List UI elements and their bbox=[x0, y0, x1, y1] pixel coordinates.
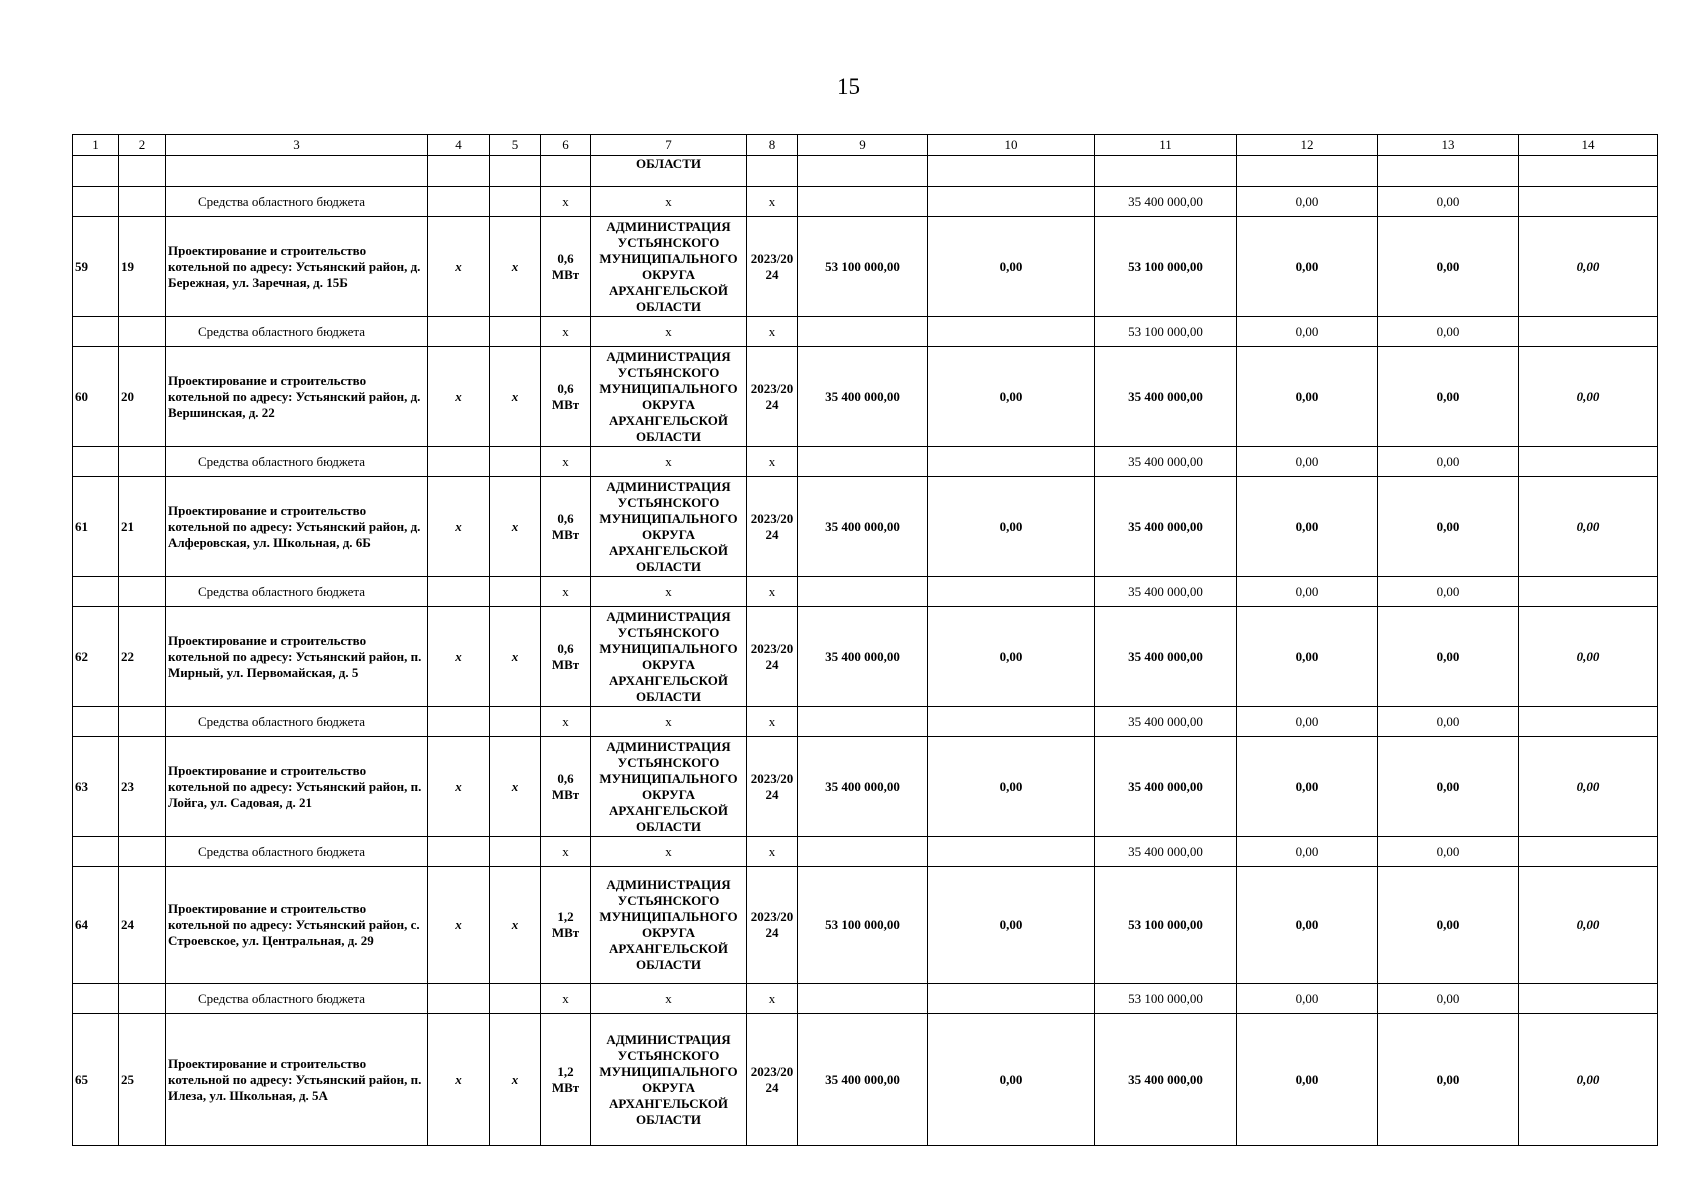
cell-col14: 0,00 bbox=[1519, 867, 1658, 984]
organization-cell: ОБЛАСТИ bbox=[591, 156, 747, 187]
budget-source-label: Средства областного бюджета bbox=[166, 317, 428, 347]
cell-col5: х bbox=[490, 477, 541, 577]
budget-source-row bbox=[73, 984, 1658, 1014]
organization-cell: АДМИНИСТРАЦИЯ УСТЬЯНСКОГО МУНИЦИПАЛЬНОГО ОКРУГА АРХАНГЕЛЬСКОЙ ОБЛАСТИ bbox=[591, 737, 747, 837]
row-subnumber: 25 bbox=[119, 1014, 166, 1146]
cell-col12: 0,00 bbox=[1237, 347, 1378, 447]
column-header: 7 bbox=[591, 135, 747, 156]
budget-source-label: Средства областного бюджета bbox=[166, 187, 428, 217]
cell-col9: 35 400 000,00 bbox=[798, 477, 928, 577]
organization-cell: АДМИНИСТРАЦИЯ УСТЬЯНСКОГО МУНИЦИПАЛЬНОГО ОКРУГА АРХАНГЕЛЬСКОЙ ОБЛАСТИ bbox=[591, 607, 747, 707]
cell-col12: 0,00 bbox=[1237, 447, 1378, 477]
cell-col6: х bbox=[541, 707, 591, 737]
cell-col10: 0,00 bbox=[928, 737, 1095, 837]
cell-col4: х bbox=[428, 217, 490, 317]
cell-col12: 0,00 bbox=[1237, 984, 1378, 1014]
continuation-row bbox=[73, 156, 1658, 187]
cell-col7: х bbox=[591, 984, 747, 1014]
organization-cell: АДМИНИСТРАЦИЯ УСТЬЯНСКОГО МУНИЦИПАЛЬНОГО ОКРУГА АРХАНГЕЛЬСКОЙ ОБЛАСТИ bbox=[591, 867, 747, 984]
column-header: 1 bbox=[73, 135, 119, 156]
cell-col6: х bbox=[541, 317, 591, 347]
cell-col13: 0,00 bbox=[1378, 577, 1519, 607]
page-number: 15 bbox=[837, 74, 860, 99]
budget-source-row bbox=[73, 317, 1658, 347]
table-row bbox=[73, 607, 1658, 707]
capacity-cell: 0,6 МВт bbox=[541, 737, 591, 837]
cell-col11: 53 100 000,00 bbox=[1095, 867, 1237, 984]
cell-col11: 35 400 000,00 bbox=[1095, 737, 1237, 837]
row-number: 59 bbox=[73, 217, 119, 317]
cell-col13: 0,00 bbox=[1378, 984, 1519, 1014]
organization-cell: АДМИНИСТРАЦИЯ УСТЬЯНСКОГО МУНИЦИПАЛЬНОГО ОКРУГА АРХАНГЕЛЬСКОЙ ОБЛАСТИ bbox=[591, 217, 747, 317]
row-number: 65 bbox=[73, 1014, 119, 1146]
cell-col9: 53 100 000,00 bbox=[798, 867, 928, 984]
budget-source-label: Средства областного бюджета bbox=[166, 837, 428, 867]
cell-col10: 0,00 bbox=[928, 867, 1095, 984]
column-header: 3 bbox=[166, 135, 428, 156]
cell-col12: 0,00 bbox=[1237, 187, 1378, 217]
cell-col8: х bbox=[747, 707, 798, 737]
column-header: 5 bbox=[490, 135, 541, 156]
table-row bbox=[73, 477, 1658, 577]
capacity-cell: 0,6 МВт bbox=[541, 607, 591, 707]
cell-col10: 0,00 bbox=[928, 217, 1095, 317]
row-subnumber: 22 bbox=[119, 607, 166, 707]
cell-col13: 0,00 bbox=[1378, 187, 1519, 217]
cell-col4: х bbox=[428, 867, 490, 984]
capacity-cell: 0,6 МВт bbox=[541, 347, 591, 447]
cell-col6: х bbox=[541, 447, 591, 477]
cell-col4: х bbox=[428, 1014, 490, 1146]
project-name: Проектирование и строительство котельной по адресу: Устьянский район, д. Вершинская, д. 22 bbox=[166, 347, 428, 447]
cell-col7: х bbox=[591, 837, 747, 867]
row-subnumber: 21 bbox=[119, 477, 166, 577]
period-cell: 2023/20 24 bbox=[747, 737, 798, 837]
row-number: 64 bbox=[73, 867, 119, 984]
cell-col9: 53 100 000,00 bbox=[798, 217, 928, 317]
cell-col9: 35 400 000,00 bbox=[798, 1014, 928, 1146]
cell-col13: 0,00 bbox=[1378, 1014, 1519, 1146]
period-cell: 2023/20 24 bbox=[747, 477, 798, 577]
project-name: Проектирование и строительство котельной по адресу: Устьянский район, д. Алферовская, ул. Школьная, д. 6Б bbox=[166, 477, 428, 577]
cell-col8: х bbox=[747, 447, 798, 477]
table-row bbox=[73, 217, 1658, 317]
cell-col11: 53 100 000,00 bbox=[1095, 217, 1237, 317]
cell-col13: 0,00 bbox=[1378, 317, 1519, 347]
cell-col10: 0,00 bbox=[928, 347, 1095, 447]
cell-col7: х bbox=[591, 577, 747, 607]
cell-col11: 35 400 000,00 bbox=[1095, 187, 1237, 217]
budget-source-label: Средства областного бюджета bbox=[166, 577, 428, 607]
cell-col11: 35 400 000,00 bbox=[1095, 577, 1237, 607]
period-cell: 2023/20 24 bbox=[747, 867, 798, 984]
cell-col5: х bbox=[490, 217, 541, 317]
project-name: Проектирование и строительство котельной по адресу: Устьянский район, п. Лойга, ул. Садовая, д. 21 bbox=[166, 737, 428, 837]
capacity-cell: 1,2 МВт bbox=[541, 867, 591, 984]
project-name: Проектирование и строительство котельной по адресу: Устьянский район, п. Илеза, ул. Школьная, д. 5А bbox=[166, 1014, 428, 1146]
table-row bbox=[73, 347, 1658, 447]
capacity-cell: 1,2 МВт bbox=[541, 1014, 591, 1146]
cell-col8: х bbox=[747, 577, 798, 607]
cell-col13: 0,00 bbox=[1378, 707, 1519, 737]
cell-col12: 0,00 bbox=[1237, 317, 1378, 347]
row-number: 62 bbox=[73, 607, 119, 707]
budget-table bbox=[72, 134, 1658, 1146]
cell-col9: 35 400 000,00 bbox=[798, 737, 928, 837]
project-name: Проектирование и строительство котельной по адресу: Устьянский район, д. Бережная, ул. Заречная, д. 15Б bbox=[166, 217, 428, 317]
cell-col13: 0,00 bbox=[1378, 837, 1519, 867]
cell-col11: 35 400 000,00 bbox=[1095, 707, 1237, 737]
cell-col13: 0,00 bbox=[1378, 607, 1519, 707]
cell-col6: х bbox=[541, 187, 591, 217]
column-header: 9 bbox=[798, 135, 928, 156]
cell-col7: х bbox=[591, 187, 747, 217]
cell-col12: 0,00 bbox=[1237, 707, 1378, 737]
column-header: 2 bbox=[119, 135, 166, 156]
period-cell: 2023/20 24 bbox=[747, 607, 798, 707]
organization-cell: АДМИНИСТРАЦИЯ УСТЬЯНСКОГО МУНИЦИПАЛЬНОГО ОКРУГА АРХАНГЕЛЬСКОЙ ОБЛАСТИ bbox=[591, 1014, 747, 1146]
cell-col6: х bbox=[541, 984, 591, 1014]
cell-col12: 0,00 bbox=[1237, 837, 1378, 867]
cell-col10: 0,00 bbox=[928, 477, 1095, 577]
cell-col9: 35 400 000,00 bbox=[798, 607, 928, 707]
budget-source-row bbox=[73, 707, 1658, 737]
table-row bbox=[73, 1014, 1658, 1146]
budget-source-row bbox=[73, 187, 1658, 217]
cell-col4: х bbox=[428, 347, 490, 447]
cell-col8: х bbox=[747, 837, 798, 867]
cell-col8: х bbox=[747, 317, 798, 347]
cell-col13: 0,00 bbox=[1378, 477, 1519, 577]
cell-col7: х bbox=[591, 447, 747, 477]
period-cell: 2023/20 24 bbox=[747, 217, 798, 317]
row-number: 63 bbox=[73, 737, 119, 837]
cell-col11: 35 400 000,00 bbox=[1095, 1014, 1237, 1146]
column-header: 4 bbox=[428, 135, 490, 156]
table-row bbox=[73, 737, 1658, 837]
cell-col5: х bbox=[490, 607, 541, 707]
table-row bbox=[73, 867, 1658, 984]
cell-col7: х bbox=[591, 707, 747, 737]
budget-source-label: Средства областного бюджета bbox=[166, 707, 428, 737]
cell-col12: 0,00 bbox=[1237, 607, 1378, 707]
cell-col11: 35 400 000,00 bbox=[1095, 447, 1237, 477]
cell-col11: 35 400 000,00 bbox=[1095, 837, 1237, 867]
cell-col4: х bbox=[428, 477, 490, 577]
cell-col13: 0,00 bbox=[1378, 347, 1519, 447]
cell-col5: х bbox=[490, 1014, 541, 1146]
capacity-cell: 0,6 МВт bbox=[541, 217, 591, 317]
cell-col11: 35 400 000,00 bbox=[1095, 477, 1237, 577]
row-number: 60 bbox=[73, 347, 119, 447]
budget-source-label: Средства областного бюджета bbox=[166, 984, 428, 1014]
project-name: Проектирование и строительство котельной по адресу: Устьянский район, с. Строевское, ул. Центральная, д. 29 bbox=[166, 867, 428, 984]
cell-col11: 35 400 000,00 bbox=[1095, 347, 1237, 447]
column-header: 13 bbox=[1378, 135, 1519, 156]
organization-cell: АДМИНИСТРАЦИЯ УСТЬЯНСКОГО МУНИЦИПАЛЬНОГО ОКРУГА АРХАНГЕЛЬСКОЙ ОБЛАСТИ bbox=[591, 347, 747, 447]
cell-col5: х bbox=[490, 737, 541, 837]
row-subnumber: 20 bbox=[119, 347, 166, 447]
budget-source-row bbox=[73, 577, 1658, 607]
cell-col10: 0,00 bbox=[928, 607, 1095, 707]
project-name: Проектирование и строительство котельной по адресу: Устьянский район, п. Мирный, ул. Первомайская, д. 5 bbox=[166, 607, 428, 707]
header-row bbox=[73, 135, 1658, 156]
column-header: 10 bbox=[928, 135, 1095, 156]
cell-col14: 0,00 bbox=[1519, 347, 1658, 447]
cell-col12: 0,00 bbox=[1237, 867, 1378, 984]
budget-source-row bbox=[73, 837, 1658, 867]
cell-col4: х bbox=[428, 607, 490, 707]
cell-col13: 0,00 bbox=[1378, 217, 1519, 317]
cell-col11: 53 100 000,00 bbox=[1095, 984, 1237, 1014]
cell-col9: 35 400 000,00 bbox=[798, 347, 928, 447]
cell-col8: х bbox=[747, 984, 798, 1014]
row-subnumber: 19 bbox=[119, 217, 166, 317]
budget-source-label: Средства областного бюджета bbox=[166, 447, 428, 477]
cell-col13: 0,00 bbox=[1378, 737, 1519, 837]
column-header: 12 bbox=[1237, 135, 1378, 156]
row-number: 61 bbox=[73, 477, 119, 577]
column-header: 14 bbox=[1519, 135, 1658, 156]
cell-col5: х bbox=[490, 347, 541, 447]
cell-col5: х bbox=[490, 867, 541, 984]
cell-col12: 0,00 bbox=[1237, 1014, 1378, 1146]
budget-source-row bbox=[73, 447, 1658, 477]
cell-col7: х bbox=[591, 317, 747, 347]
cell-col12: 0,00 bbox=[1237, 577, 1378, 607]
cell-col13: 0,00 bbox=[1378, 867, 1519, 984]
cell-col12: 0,00 bbox=[1237, 737, 1378, 837]
cell-col12: 0,00 bbox=[1237, 477, 1378, 577]
cell-col6: х bbox=[541, 837, 591, 867]
column-header: 11 bbox=[1095, 135, 1237, 156]
column-header: 8 bbox=[747, 135, 798, 156]
period-cell: 2023/20 24 bbox=[747, 1014, 798, 1146]
cell-col14: 0,00 bbox=[1519, 477, 1658, 577]
cell-col11: 35 400 000,00 bbox=[1095, 607, 1237, 707]
cell-col12: 0,00 bbox=[1237, 217, 1378, 317]
period-cell: 2023/20 24 bbox=[747, 347, 798, 447]
cell-col14: 0,00 bbox=[1519, 1014, 1658, 1146]
capacity-cell: 0,6 МВт bbox=[541, 477, 591, 577]
cell-col6: х bbox=[541, 577, 591, 607]
cell-col14: 0,00 bbox=[1519, 737, 1658, 837]
cell-col4: х bbox=[428, 737, 490, 837]
cell-col8: х bbox=[747, 187, 798, 217]
organization-cell: АДМИНИСТРАЦИЯ УСТЬЯНСКОГО МУНИЦИПАЛЬНОГО ОКРУГА АРХАНГЕЛЬСКОЙ ОБЛАСТИ bbox=[591, 477, 747, 577]
row-subnumber: 24 bbox=[119, 867, 166, 984]
cell-col14: 0,00 bbox=[1519, 217, 1658, 317]
cell-col10: 0,00 bbox=[928, 1014, 1095, 1146]
cell-col11: 53 100 000,00 bbox=[1095, 317, 1237, 347]
row-subnumber: 23 bbox=[119, 737, 166, 837]
cell-col13: 0,00 bbox=[1378, 447, 1519, 477]
cell-col14: 0,00 bbox=[1519, 607, 1658, 707]
column-header: 6 bbox=[541, 135, 591, 156]
